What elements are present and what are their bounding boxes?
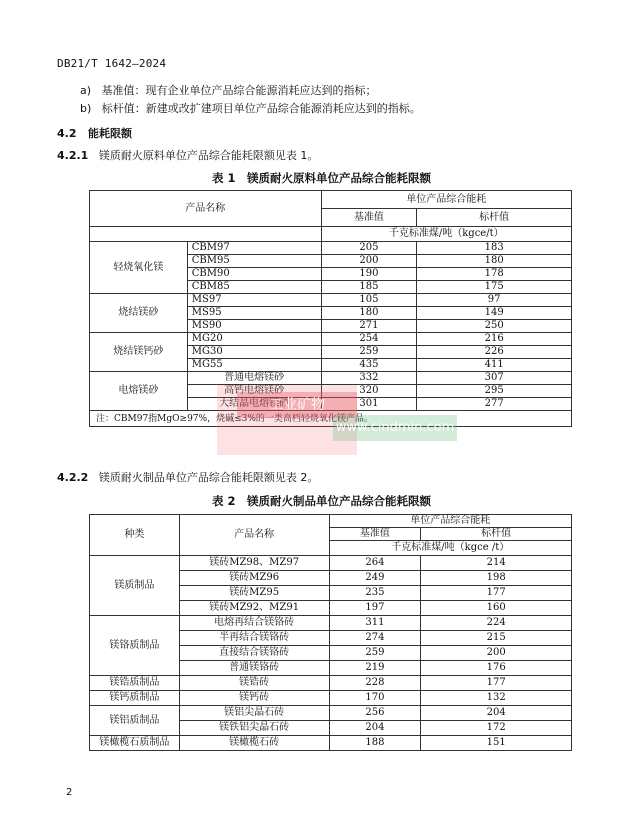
table1-product: MG30 (187, 346, 321, 359)
table2-base: 188 (329, 736, 421, 751)
table2-product: 电熔再结合镁铬砖 (179, 616, 329, 631)
table-2 (89, 514, 572, 751)
section-4-2 (57, 125, 132, 141)
table2-product: 镁锆砖 (179, 676, 329, 691)
table2-group-label: 镁铬质制品 (90, 616, 180, 676)
table2-header-base: 基准值 (329, 528, 421, 541)
table2-base: 228 (329, 676, 421, 691)
table2-group-label: 镁铝质制品 (90, 706, 180, 736)
watermark-text-1: 工业矿物 (237, 392, 357, 418)
table2-group-label: 镁质制品 (90, 556, 180, 616)
table2-base: 219 (329, 661, 421, 676)
table1-product: CBM85 (187, 281, 321, 294)
definition-b-text: 标杆值：新建或改扩建项目单位产品综合能源消耗应达到的指标。 (101, 102, 421, 115)
table1-group-label: 烧结镁砂 (90, 294, 188, 333)
table1-bench: 183 (417, 242, 572, 255)
table1-header-blank (90, 227, 322, 242)
table1-base: 254 (321, 333, 417, 346)
table2-base: 197 (329, 601, 421, 616)
table1-base: 271 (321, 320, 417, 333)
table1-product: 大结晶电熔镁砂 (187, 398, 321, 411)
table1-product: MS90 (187, 320, 321, 333)
table2-base: 264 (329, 556, 421, 571)
table1-bench: 178 (417, 268, 572, 281)
table1-product: CBM95 (187, 255, 321, 268)
table2-base: 204 (329, 721, 421, 736)
section-4-2-2-num: 4.2.2 (57, 471, 89, 484)
table2-product: 镁钙砖 (179, 691, 329, 706)
table1-bench: 250 (417, 320, 572, 333)
table1-bench: 277 (417, 398, 572, 411)
table1-header-base: 基准值 (321, 209, 417, 227)
table2-header-bench: 标杆值 (421, 528, 572, 541)
table1-group-label: 烧结镁钙砂 (90, 333, 188, 372)
table2-product: 普通镁铬砖 (179, 661, 329, 676)
table1-base: 105 (321, 294, 417, 307)
table1-bench: 97 (417, 294, 572, 307)
table1-bench: 307 (417, 372, 572, 385)
table1-base: 301 (321, 398, 417, 411)
section-4-2-1-num: 4.2.1 (57, 149, 89, 162)
table2-group-label: 镁锆质制品 (90, 676, 180, 691)
table2-base: 274 (329, 631, 421, 646)
section-4-2-1-text: 镁质耐火原料单位产品综合能耗限额见表 1。 (98, 149, 319, 162)
table1-base: 205 (321, 242, 417, 255)
table1-bench: 175 (417, 281, 572, 294)
table1-product: CBM97 (187, 242, 321, 255)
table1-product: 高钙电熔镁砂 (187, 385, 321, 398)
table1-base: 259 (321, 346, 417, 359)
table2-bench: 177 (421, 586, 572, 601)
table2-product: 直接结合镁铬砖 (179, 646, 329, 661)
table1-bench: 411 (417, 359, 572, 372)
doc-header: DB21/T 1642—2024 (57, 57, 167, 70)
table2-bench: 160 (421, 601, 572, 616)
table1-bench: 226 (417, 346, 572, 359)
table2-bench: 215 (421, 631, 572, 646)
section-4-2-title: 能耗限额 (88, 127, 132, 140)
table2-header-kind: 种类 (90, 515, 180, 556)
table2-product: 镁砖MZ92、MZ91 (179, 601, 329, 616)
table2-product: 镁砖MZ98、MZ97 (179, 556, 329, 571)
table1-base: 185 (321, 281, 417, 294)
table1-base: 332 (321, 372, 417, 385)
watermark-text-2: www.cindmin.com (333, 415, 457, 441)
definition-a-label: a) (80, 84, 92, 97)
table2-bench: 172 (421, 721, 572, 736)
table1-bench: 216 (417, 333, 572, 346)
table2-product: 镁铁铝尖晶石砖 (179, 721, 329, 736)
table2-group-label: 镁橄榄石质制品 (90, 736, 180, 751)
table1-base: 200 (321, 255, 417, 268)
table2-base: 311 (329, 616, 421, 631)
table2-product: 镁橄榄石砖 (179, 736, 329, 751)
definition-a (80, 82, 377, 98)
table2-base: 170 (329, 691, 421, 706)
section-4-2-num: 4.2 (57, 127, 77, 140)
table2-group-label: 镁钙质制品 (90, 691, 180, 706)
table2-product: 半再结合镁铬砖 (179, 631, 329, 646)
table2-bench: 204 (421, 706, 572, 721)
table2-base: 256 (329, 706, 421, 721)
table2-header-energy: 单位产品综合能耗 (329, 515, 571, 528)
table1-base: 190 (321, 268, 417, 281)
table1-header-unit: 千克标准煤/吨（kgce/t） (321, 227, 571, 242)
section-4-2-2 (57, 469, 318, 485)
definition-b-label: b) (80, 102, 92, 115)
table1-product: CBM90 (187, 268, 321, 281)
table1-base: 180 (321, 307, 417, 320)
table1-group-label: 轻烧氧化镁 (90, 242, 188, 294)
table1-bench: 295 (417, 385, 572, 398)
table2-base: 259 (329, 646, 421, 661)
table2-base: 235 (329, 586, 421, 601)
table2-caption: 表 2 镁质耐火制品单位产品综合能耗限额 (211, 494, 431, 508)
definition-a-text: 基准值：现有企业单位产品综合能源消耗应达到的指标； (101, 84, 377, 97)
table2-product: 镁砖MZ95 (179, 586, 329, 601)
table1-product: MS95 (187, 307, 321, 320)
table2-header-name: 产品名称 (179, 515, 329, 556)
section-4-2-2-text: 镁质耐火制品单位产品综合能耗限额见表 2。 (98, 471, 319, 484)
table2-bench: 200 (421, 646, 572, 661)
table1-product: MG20 (187, 333, 321, 346)
table2-bench: 198 (421, 571, 572, 586)
table1-base: 320 (321, 385, 417, 398)
table1-header-energy: 单位产品综合能耗 (321, 191, 571, 209)
table2-bench: 214 (421, 556, 572, 571)
table2-bench: 132 (421, 691, 572, 706)
table2-base: 249 (329, 571, 421, 586)
table1-product: 普通电熔镁砂 (187, 372, 321, 385)
table1-header-bench: 标杆值 (417, 209, 572, 227)
page-number: 2 (66, 787, 73, 798)
table2-bench: 177 (421, 676, 572, 691)
table2-bench: 176 (421, 661, 572, 676)
definition-b (80, 100, 421, 116)
table2-product: 镁砖MZ96 (179, 571, 329, 586)
table1-product: MS97 (187, 294, 321, 307)
table2-header-unit: 千克标准煤/吨（kgce /t） (329, 541, 571, 556)
table1-group-label: 电熔镁砂 (90, 372, 188, 411)
table2-bench: 151 (421, 736, 572, 751)
table2-bench: 224 (421, 616, 572, 631)
table1-header-name: 产品名称 (90, 191, 322, 227)
table2-product: 镁铝尖晶石砖 (179, 706, 329, 721)
table1-bench: 149 (417, 307, 572, 320)
table1-base: 435 (321, 359, 417, 372)
table1-bench: 180 (417, 255, 572, 268)
table1-caption: 表 1 镁质耐火原料单位产品综合能耗限额 (211, 171, 431, 185)
table1-note: 注：CBM97指MgO≥97%，烧碱≤3%的一类高档轻烧氧化镁产品。 (90, 411, 572, 427)
section-4-2-1 (57, 147, 318, 163)
table1-product: MG55 (187, 359, 321, 372)
